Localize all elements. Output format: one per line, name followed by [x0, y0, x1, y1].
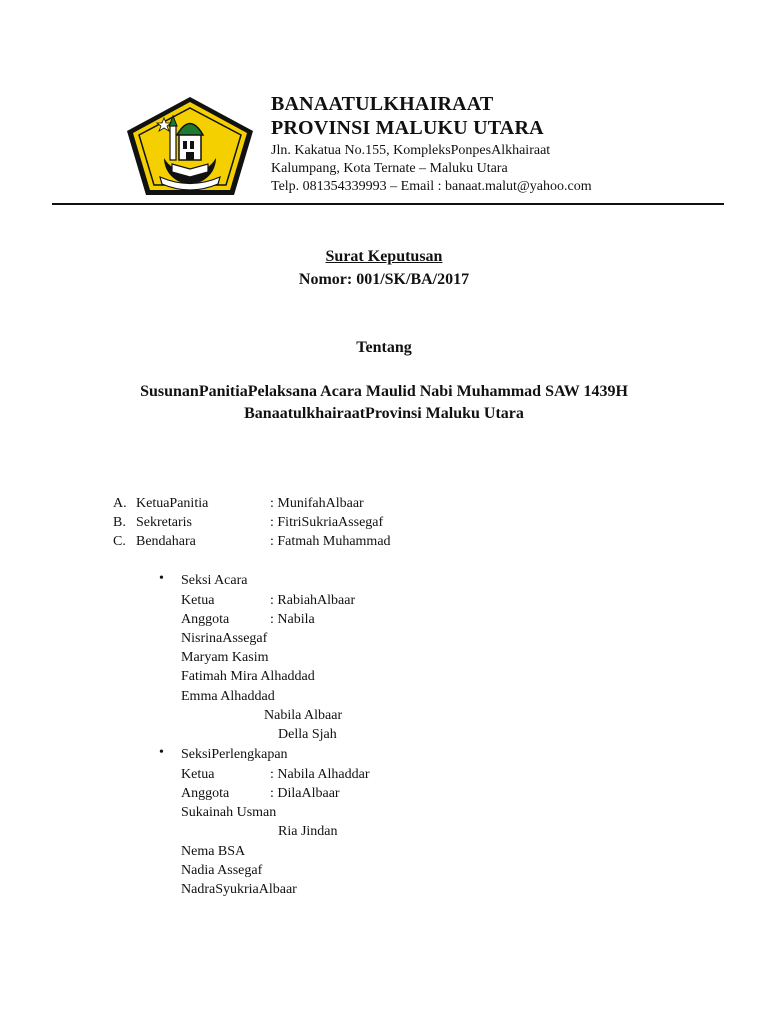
anggota-label: Anggota: [181, 612, 230, 627]
letterhead-divider: [52, 203, 724, 205]
member-name: Ria Jindan: [278, 824, 338, 839]
member-name: Nadia Assegaf: [181, 863, 263, 878]
ketua-value: : Nabila Alhaddar: [270, 767, 370, 782]
province-name: PROVINSI MALUKU UTARA: [271, 117, 544, 139]
address-line-1: Jln. Kakatua No.155, KompleksPonpesAlkhairaat: [271, 143, 551, 158]
section-name: Seksi Acara: [181, 573, 248, 588]
anggota-label: Anggota: [181, 786, 230, 801]
member-name: Emma Alhaddad: [181, 689, 275, 704]
bullet-icon: •: [159, 571, 164, 586]
officer-letter: C.: [113, 534, 126, 549]
officer-letter: B.: [113, 515, 126, 530]
officer-value: : Fatmah Muhammad: [270, 534, 391, 549]
ketua-label: Ketua: [181, 593, 215, 608]
officer-label: KetuaPanitia: [136, 496, 209, 511]
member-name: NisrinaAssegaf: [181, 631, 268, 646]
member-name: NadraSyukriaAlbaar: [181, 882, 297, 897]
org-name: BANAATULKHAIRAAT: [271, 93, 494, 115]
member-name: Fatimah Mira Alhaddad: [181, 669, 315, 684]
letterhead: [271, 92, 741, 196]
member-name: Maryam Kasim: [181, 650, 269, 665]
member-name: Nema BSA: [181, 844, 246, 859]
member-name: Nabila Albaar: [264, 708, 343, 723]
about-heading: Tentang: [356, 339, 412, 356]
ketua-label: Ketua: [181, 767, 215, 782]
address-line-2: Kalumpang, Kota Ternate – Maluku Utara: [271, 161, 508, 176]
officer-label: Sekretaris: [136, 515, 192, 530]
anggota-value: : DilaAlbaar: [270, 786, 340, 801]
ketua-value: : RabiahAlbaar: [270, 593, 356, 608]
member-name: Della Sjah: [278, 727, 337, 742]
section-name: SeksiPerlengkapan: [181, 747, 288, 762]
officer-letter: A.: [113, 496, 127, 511]
subject-line-1: SusunanPanitiaPelaksana Acara Maulid Nabi Muhammad SAW 1439H: [140, 383, 628, 400]
document-type: Surat Keputusan: [325, 248, 443, 265]
bullet-icon: •: [159, 745, 164, 760]
officer-label: Bendahara: [136, 534, 196, 549]
subject-line-2: BanaatulkhairaatProvinsi Maluku Utara: [244, 405, 524, 422]
document-number: Nomor: 001/SK/BA/2017: [298, 271, 470, 288]
contact-line: Telp. 081354339993 – Email : banaat.malut@yahoo.com: [271, 179, 592, 194]
officer-value: : FitriSukriaAssegaf: [270, 515, 384, 530]
alkhairaat-logo-icon: [124, 94, 256, 198]
officer-value: : MunifahAlbaar: [270, 496, 364, 511]
anggota-value: : Nabila: [270, 612, 315, 627]
member-name: Sukainah Usman: [181, 805, 277, 820]
